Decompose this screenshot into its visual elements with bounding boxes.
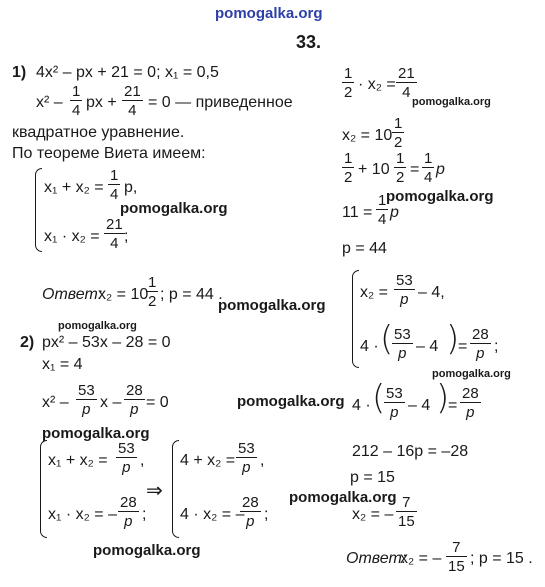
- watermark: pomogalka.org: [120, 200, 228, 217]
- fraction: $\frac{21}{4}$: [398, 65, 415, 101]
- fraction: $\frac{21}{4}$: [124, 83, 141, 119]
- text-line: По теореме Виета имеем:: [12, 145, 206, 162]
- fraction: $\frac{28}{p}$: [462, 385, 479, 421]
- fraction: $\frac{21}{4}$: [106, 216, 123, 252]
- reduced-eq-lead: x² –: [36, 94, 63, 111]
- watermark: pomogalka.org: [237, 393, 345, 410]
- answer-label: Ответ:: [346, 550, 407, 567]
- system-brace: [352, 270, 359, 368]
- system-brace: [35, 168, 42, 252]
- system-brace: [40, 440, 47, 538]
- fraction: $\frac{53}{p}$: [386, 385, 403, 421]
- fraction: $\frac{28}{p}$: [126, 382, 143, 418]
- paren-open: (: [372, 378, 386, 418]
- watermark: pomogalka.org: [386, 188, 494, 205]
- fraction: $\frac{1}{2}$: [344, 150, 353, 186]
- equation: p = 15: [350, 469, 395, 486]
- equation: =: [458, 338, 468, 355]
- fraction: $\frac{53}{p}$: [118, 440, 135, 476]
- part-label: 1): [12, 64, 27, 81]
- fraction: $\frac{53}{p}$: [396, 272, 413, 308]
- watermark: pomogalka.org: [93, 542, 201, 559]
- system-line-tail: p,: [124, 179, 138, 196]
- equation: + 10: [358, 161, 390, 178]
- system-line: x₁ · x₂ = –: [48, 506, 117, 523]
- system-line: x₂ =: [360, 284, 388, 301]
- paren-close: ): [446, 319, 460, 359]
- equation: x –: [100, 394, 122, 411]
- equation: – 4: [416, 338, 439, 355]
- paren-open: (: [380, 319, 394, 359]
- system-line-tail: – 4,: [418, 284, 445, 301]
- implies-arrow: ⇒: [146, 480, 163, 502]
- fraction: $\frac{53}{p}$: [394, 326, 411, 362]
- equation: 11 =: [342, 204, 373, 221]
- system-line-tail: ;: [124, 228, 129, 245]
- fraction: $\frac{7}{15}$: [448, 539, 465, 575]
- equation: – 4: [408, 397, 431, 414]
- fraction: $\frac{53}{p}$: [238, 440, 255, 476]
- system-line-tail: ;: [264, 506, 269, 523]
- system-line-tail: ,: [260, 452, 265, 469]
- system-line-tail: ,: [140, 452, 145, 469]
- fraction: $\frac{1}{4}$: [72, 83, 81, 119]
- watermark: pomogalka.org: [58, 320, 137, 332]
- paren-close: ): [436, 378, 450, 418]
- watermark: pomogalka.org: [42, 425, 150, 442]
- system-line: 4 ·: [360, 338, 379, 355]
- fraction: $\frac{7}{15}$: [398, 494, 415, 530]
- equation: =: [448, 397, 458, 414]
- fraction: $\frac{28}{p}$: [120, 494, 137, 530]
- watermark-top: pomogalka.org: [215, 5, 323, 22]
- equation: x₁ = 4: [42, 356, 83, 373]
- answer-label: Ответ:: [42, 286, 103, 303]
- system-line-tail: ;: [142, 506, 147, 523]
- equation: px² – 53x – 28 = 0: [42, 334, 171, 351]
- answer-p: ; p = 44 .: [160, 286, 223, 303]
- system-line: x₁ + x₂ =: [48, 452, 108, 469]
- fraction: $\frac{1}{2}$: [396, 150, 405, 186]
- equation: x² –: [42, 394, 69, 411]
- equation: p: [390, 204, 399, 221]
- fraction: $\frac{1}{4}$: [424, 150, 433, 186]
- text-line: квадратное уравнение.: [12, 124, 185, 141]
- equation: = 0: [146, 394, 169, 411]
- equation: x₂ = 10: [342, 127, 393, 144]
- fraction: $\frac{1}{2}$: [394, 115, 403, 151]
- system-line: 4 · x₂ = –: [180, 506, 245, 523]
- fraction: $\frac{28}{p}$: [472, 326, 489, 362]
- system-line-tail: ;: [494, 338, 499, 355]
- equation: p: [436, 161, 445, 178]
- reduced-eq-px: px +: [86, 94, 117, 111]
- equation: x₂ = –: [352, 506, 394, 523]
- equation: 4 ·: [352, 397, 371, 414]
- fraction: $\frac{1}{4}$: [378, 192, 387, 228]
- watermark: pomogalka.org: [218, 297, 326, 314]
- answer-x2: x₂ = 10: [98, 286, 149, 303]
- equation: p = 44: [342, 240, 387, 257]
- equation: 212 – 16p = –28: [352, 443, 469, 460]
- answer-x2: x₂ = –: [400, 550, 442, 567]
- equation: · x₂ =: [358, 76, 396, 93]
- problem-number: 33.: [296, 32, 322, 52]
- system-line: 4 + x₂ =: [180, 452, 236, 469]
- fraction: $\frac{1}{2}$: [148, 274, 157, 310]
- system-line: x₁ + x₂ =: [44, 179, 104, 196]
- equation: 4x² – px + 21 = 0; x₁ = 0,5: [36, 64, 219, 81]
- system-brace: [172, 440, 179, 538]
- fraction: $\frac{28}{p}$: [242, 494, 259, 530]
- fraction: $\frac{53}{p}$: [78, 382, 95, 418]
- watermark: pomogalka.org: [289, 489, 397, 506]
- fraction: $\frac{1}{2}$: [344, 65, 353, 101]
- part-label: 2): [20, 334, 35, 351]
- watermark: pomogalka.org: [432, 368, 511, 380]
- system-line: x₁ · x₂ =: [44, 228, 100, 245]
- fraction: $\frac{1}{4}$: [110, 167, 119, 203]
- answer-p: ; p = 15 .: [470, 550, 533, 567]
- watermark: pomogalka.org: [412, 96, 491, 108]
- equation: =: [410, 161, 420, 178]
- reduced-eq-tail: = 0 — приведенное: [148, 94, 293, 111]
